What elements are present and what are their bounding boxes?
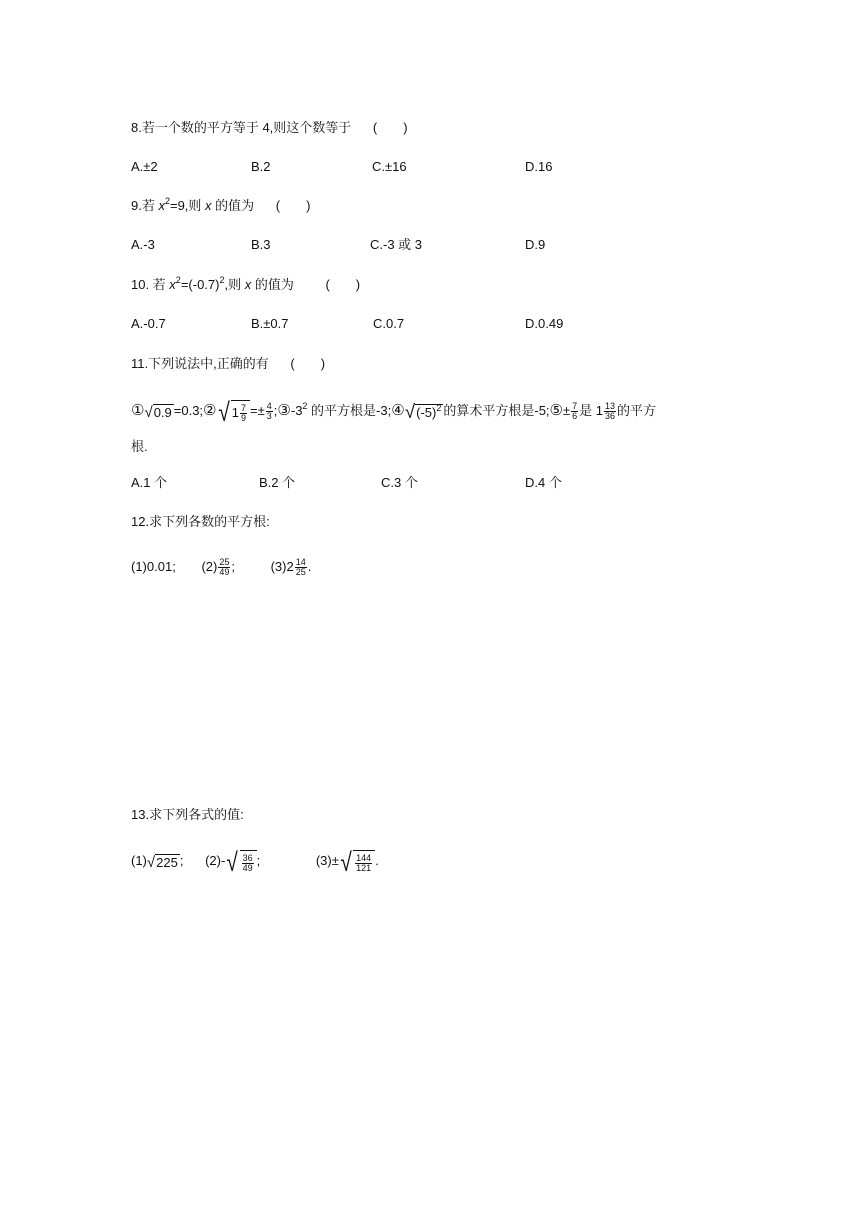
q11-option-d: D.4 个 [525, 475, 562, 490]
q8-option-c: C.±16 [372, 159, 407, 174]
fraction [218, 558, 230, 577]
question-9-paren: ( ) [275, 198, 311, 213]
question-11 [131, 354, 325, 374]
square-root [144, 399, 173, 425]
numerator: 25 [219, 557, 230, 568]
whole-number: 1 [231, 404, 240, 420]
radicand-base: (-5) [416, 404, 437, 420]
q10-option-a: A.-0.7 [131, 316, 166, 331]
square-root [225, 847, 256, 877]
question-13-stem: 13.求下列各式的值: [131, 807, 244, 822]
denominator: 3 [266, 411, 272, 422]
statement-4-marker: ④ [391, 402, 405, 419]
terminator: . [307, 559, 312, 574]
separator: ; [273, 403, 278, 418]
question-12-stem: 12.求下列各数的平方根: [131, 514, 270, 529]
q8-option-b: B.2 [251, 159, 271, 174]
question-9-text: =9,则 [169, 198, 206, 213]
question-8-paren: ( ) [372, 120, 408, 135]
variable-x: x [205, 198, 212, 213]
statement-5-marker: ⑤ [549, 402, 563, 419]
numerator: 13 [604, 401, 615, 412]
separator: ; [256, 853, 261, 868]
radicand [353, 850, 375, 874]
question-10-number: 10. 若 [131, 277, 170, 292]
part-3: (3)± [315, 853, 339, 868]
fraction [266, 402, 273, 421]
numerator: 36 [242, 853, 253, 864]
denominator: 36 [604, 411, 615, 422]
statement-3-marker: ③ [277, 402, 291, 419]
statement-5-end: 的平方 [617, 403, 657, 418]
radicand [240, 850, 257, 874]
radical-sign: √ [340, 847, 352, 878]
numerator: 144 [356, 853, 372, 864]
variable-x: x [244, 277, 252, 292]
question-10 [131, 275, 360, 295]
square-root [339, 847, 375, 877]
numerator: 7 [241, 402, 247, 413]
radicand [415, 404, 443, 421]
q11-option-a: A.1 个 [131, 475, 168, 490]
q11-option-c: C.3 个 [381, 475, 418, 490]
fraction [604, 402, 616, 421]
question-8 [131, 118, 408, 138]
part-1: (1)0.01; [131, 559, 176, 574]
numerator: 14 [295, 557, 306, 568]
separator: ; [231, 559, 235, 574]
question-10-paren: ( ) [325, 277, 361, 292]
denominator: 49 [242, 863, 253, 874]
question-11-continuation: 根. [131, 439, 148, 454]
q9-option-d: D.9 [525, 237, 546, 252]
question-9-number: 9.若 [131, 198, 159, 213]
statement-3-rest: 的平方根是-3; [307, 403, 392, 418]
fraction [240, 404, 247, 423]
part-3: (3)2 [270, 559, 294, 574]
plus-minus: ± [562, 403, 571, 418]
terminator: . [375, 853, 379, 868]
fraction [242, 854, 254, 873]
q10-option-d: D.0.49 [525, 316, 564, 331]
exponent: 2 [164, 196, 170, 206]
radicand: 0.9 [153, 404, 172, 420]
question-10-expression: =(-0.7) [180, 277, 220, 292]
radical-sign: √ [226, 847, 239, 878]
radical-sign: √ [404, 401, 416, 423]
variable-x: x [169, 277, 176, 292]
question-10-text: ,则 [224, 277, 245, 292]
question-11-paren: ( ) [290, 356, 326, 371]
fraction [295, 558, 307, 577]
q11-option-b: B.2 个 [259, 475, 296, 490]
statement-2-marker: ② [203, 402, 217, 419]
denominator: 25 [295, 567, 306, 578]
square-root [217, 398, 251, 425]
q10-option-c: C.0.7 [373, 316, 405, 331]
exponent: 2 [302, 401, 308, 411]
statement-1-text: =0.3; [173, 403, 204, 418]
square-root [147, 847, 180, 877]
square-root [405, 399, 444, 425]
radicand [231, 400, 250, 424]
denominator: 6 [572, 411, 578, 422]
radical-sign: √ [146, 853, 156, 871]
part-2: (2)- [205, 853, 226, 868]
exponent: 2 [175, 275, 181, 285]
statement-5-text: 是 1 [579, 403, 603, 418]
statement-4-text: 的算术平方根是-5; [443, 403, 550, 418]
question-13-parts [131, 846, 379, 877]
exponent: 2 [436, 402, 442, 413]
radical-sign: √ [144, 403, 153, 421]
question-11-statements [131, 398, 656, 425]
question-10-tail: 的值为 [251, 277, 294, 292]
numerator: 7 [572, 401, 578, 412]
variable-x: x [158, 198, 165, 213]
q9-option-b: B.3 [251, 237, 271, 252]
question-9 [131, 196, 310, 216]
question-8-stem: 8.若一个数的平方等于 4,则这个数等于 [131, 120, 352, 135]
question-12-parts [131, 555, 311, 579]
equals-plus-minus: =± [250, 403, 265, 418]
question-11-stem: 11.下列说法中,正确的有 [131, 356, 269, 371]
radical-sign: √ [217, 396, 230, 427]
q9-option-a: A.-3 [131, 237, 155, 252]
radicand: 225 [156, 854, 178, 870]
part-2: (2) [201, 559, 218, 574]
part-1: (1) [131, 853, 147, 868]
statement-1-marker: ① [131, 402, 145, 419]
fraction [355, 854, 372, 873]
denominator: 49 [219, 567, 230, 578]
fraction [571, 402, 578, 421]
denominator: 121 [356, 863, 372, 874]
q8-option-d: D.16 [525, 159, 553, 174]
question-9-tail: 的值为 [211, 198, 255, 213]
statement-3-text: -3 [290, 403, 303, 418]
q8-option-a: A.±2 [131, 159, 158, 174]
separator: ; [179, 853, 184, 868]
denominator: 9 [241, 412, 247, 423]
q9-option-c: C.-3 或 3 [370, 237, 423, 252]
q10-option-b: B.±0.7 [251, 316, 289, 331]
exponent: 2 [219, 275, 225, 285]
numerator: 4 [266, 401, 272, 412]
